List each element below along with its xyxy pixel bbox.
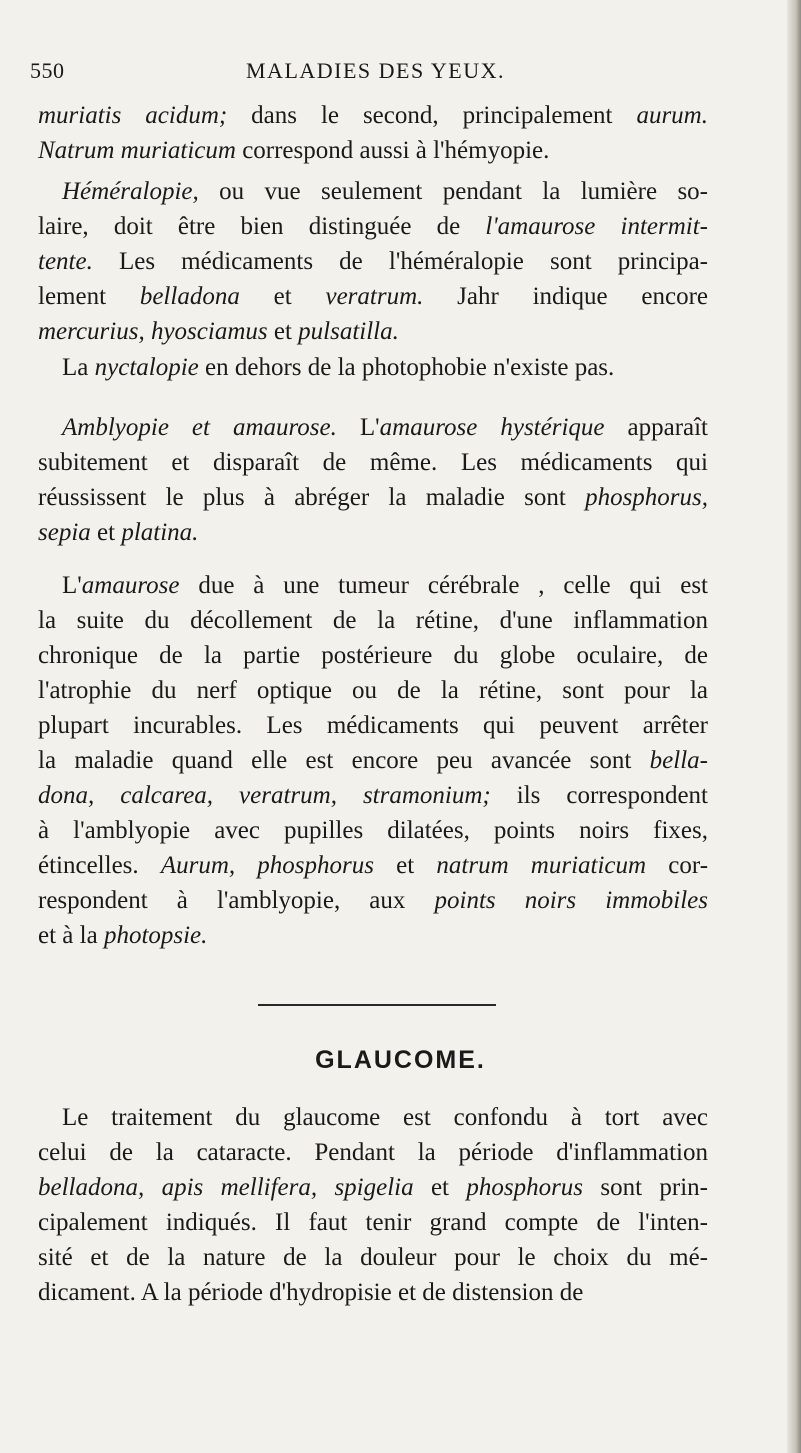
text-line: sité et de la nature de la douleur pour le choix du mé- bbox=[38, 1244, 708, 1271]
text-run: correspond aussi à l'hémyopie. bbox=[235, 137, 550, 164]
text-run: apparaît bbox=[604, 414, 709, 441]
remedy-name: aurum. bbox=[636, 102, 708, 129]
page-header bbox=[30, 58, 730, 92]
text-line bbox=[38, 98, 708, 133]
remedy-name: phosphorus, bbox=[585, 484, 708, 511]
term: Amblyopie et amaurose. bbox=[62, 414, 337, 441]
text-line: la suite du décollement de la rétine, d'une inflammation bbox=[38, 607, 708, 634]
text-line bbox=[38, 568, 708, 603]
text-line bbox=[38, 133, 708, 168]
text-run: dans le second, principalement bbox=[227, 102, 637, 129]
term: points noirs immobiles bbox=[434, 887, 709, 914]
text-line: celui de la cataracte. Pendant la période d'inflammation bbox=[38, 1139, 708, 1166]
remedy-name: platina. bbox=[121, 519, 199, 546]
text-run: et bbox=[90, 519, 122, 546]
remedy-name: muriatis acidum; bbox=[38, 102, 228, 129]
text-line bbox=[38, 244, 708, 279]
term: Héméralopie, bbox=[62, 178, 199, 205]
remedy-name: natrum muriaticum bbox=[436, 852, 647, 879]
text-run: et bbox=[413, 1174, 467, 1201]
remedy-name: belladona bbox=[139, 283, 240, 310]
text-run: et bbox=[267, 318, 299, 345]
text-run: la maladie quand elle est encore peu avancée sont bbox=[38, 747, 650, 774]
remedy-name: sepia bbox=[38, 519, 91, 546]
text-line bbox=[38, 1170, 708, 1205]
text-line bbox=[38, 209, 708, 244]
remedy-name: phosphorus bbox=[466, 1174, 584, 1201]
remedy-name: veratrum. bbox=[325, 283, 424, 310]
text-line bbox=[38, 515, 708, 550]
text-run: respondent à l'amblyopie, aux bbox=[38, 887, 435, 914]
text-run: en dehors de la photophobie n'existe pas. bbox=[198, 354, 615, 381]
paragraph-continuation bbox=[38, 98, 708, 168]
text-run: L' bbox=[336, 414, 380, 441]
text-line bbox=[38, 743, 708, 778]
text-line bbox=[38, 350, 708, 385]
term: amaurose hystérique bbox=[379, 414, 605, 441]
text-run: La bbox=[62, 354, 95, 381]
text-line bbox=[38, 314, 708, 349]
paragraph-amblyopie bbox=[38, 410, 708, 550]
text-run: L' bbox=[62, 572, 82, 599]
text-line: Le traitement du glaucome est confondu à tort avec bbox=[62, 1104, 708, 1131]
paragraph-glaucome bbox=[38, 1100, 708, 1310]
text-run: et à la bbox=[38, 922, 104, 949]
text-line bbox=[38, 480, 708, 515]
term: nyctalopie bbox=[94, 354, 199, 381]
text-run: étincelles. bbox=[38, 852, 161, 879]
text-line bbox=[38, 778, 708, 813]
remedy-name: bella- bbox=[649, 747, 708, 774]
text-line: l'atrophie du nerf optique ou de la rétine, sont pour la bbox=[38, 677, 708, 704]
text-run: ils correspondent bbox=[490, 782, 708, 809]
remedy-name: pulsatilla. bbox=[298, 318, 399, 345]
term: amaurose bbox=[81, 572, 180, 599]
text-run: cor- bbox=[646, 852, 709, 879]
text-line: cipalement indiqués. Il faut tenir grand compte de l'inten- bbox=[38, 1209, 708, 1236]
remedy-name: belladona, apis mellifera, spigelia bbox=[38, 1174, 414, 1201]
text-line: chronique de la partie postérieure du globe oculaire, de bbox=[38, 642, 708, 669]
text-run: réussissent le plus à abréger la maladie sont bbox=[38, 484, 586, 511]
running-head: MALADIES DES YEUX. bbox=[246, 58, 506, 83]
text-line bbox=[38, 174, 708, 209]
text-run: lement bbox=[38, 283, 140, 310]
text-line bbox=[38, 279, 708, 314]
text-run: et bbox=[239, 283, 326, 310]
text-line bbox=[38, 848, 708, 883]
text-line: plupart incurables. Les médicaments qui peuvent arrêter bbox=[38, 712, 708, 739]
text-run: Les médicaments de l'héméralopie sont principa- bbox=[92, 248, 708, 275]
remedy-name: mercurius, hyosciamus bbox=[38, 318, 268, 345]
text-run: due à une tumeur cérébrale , celle qui est bbox=[179, 572, 708, 599]
term: l'amaurose intermit- bbox=[485, 213, 708, 240]
term: tente. bbox=[38, 248, 93, 275]
paragraph-hemeralopie bbox=[38, 174, 708, 349]
text-line: subitement et disparaît de même. Les médicaments qui bbox=[38, 449, 708, 476]
section-divider bbox=[258, 1004, 496, 1006]
text-run: laire, doit être bien distinguée de bbox=[38, 213, 486, 240]
paragraph-nyctalopie bbox=[38, 350, 708, 385]
text-run: Jahr indique encore bbox=[423, 283, 709, 310]
text-line: à l'amblyopie avec pupilles dilatées, points noirs fixes, bbox=[38, 817, 708, 844]
text-run: et bbox=[374, 852, 437, 879]
text-run: ou vue seulement pendant la lumière so- bbox=[198, 178, 708, 205]
remedy-name: Aurum, phosphorus bbox=[160, 852, 374, 879]
page-edge bbox=[787, 0, 801, 1453]
text-run: sont prin- bbox=[583, 1174, 708, 1201]
remedy-name: dona, calcarea, veratrum, stramonium; bbox=[38, 782, 491, 809]
text-line: dicament. A la période d'hydropisie et de distension de bbox=[38, 1279, 584, 1306]
text-line bbox=[38, 883, 708, 918]
term: photopsie. bbox=[103, 922, 208, 949]
paragraph-amaurose bbox=[38, 568, 708, 953]
page-number: 550 bbox=[30, 58, 65, 83]
text-line bbox=[38, 918, 708, 953]
remedy-name: Natrum muriaticum bbox=[38, 137, 236, 164]
text-line bbox=[38, 410, 708, 445]
section-title: GLAUCOME. bbox=[315, 1046, 486, 1074]
